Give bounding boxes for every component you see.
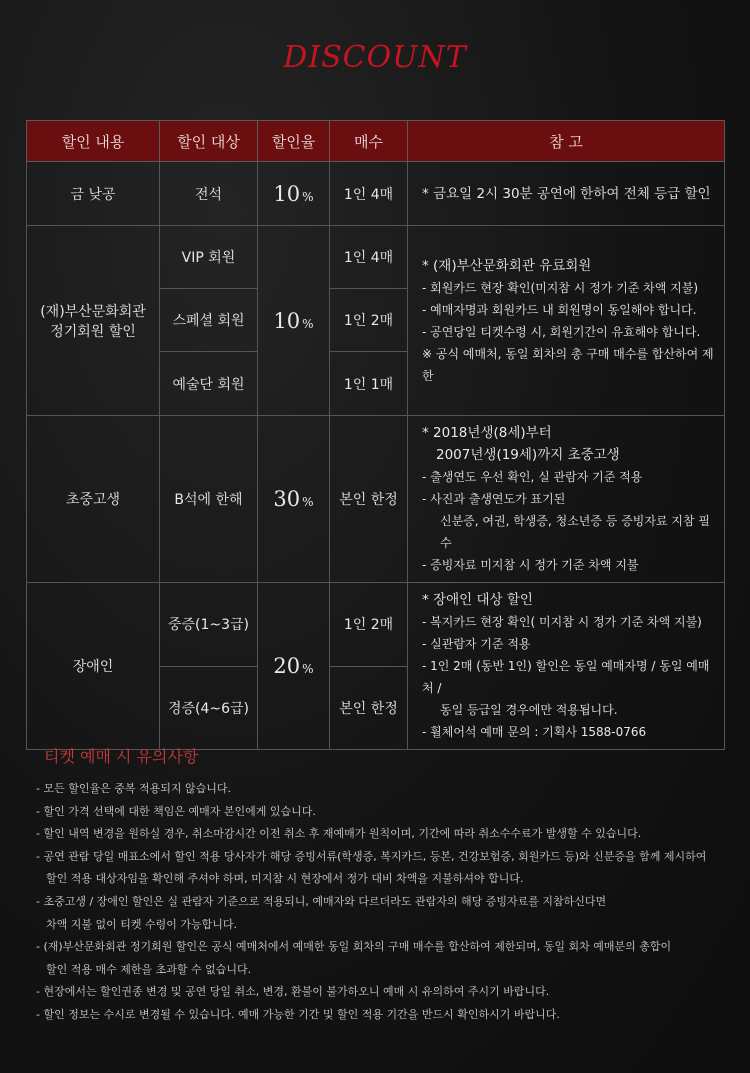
header-content: 할인 내용 — [27, 121, 160, 162]
note-line: - 휠체어석 예매 문의 : 기획사 1588-0766 — [422, 725, 647, 739]
percent-sign: % — [302, 316, 314, 331]
percent-sign: % — [302, 495, 314, 509]
discount-content: 장애인 — [27, 583, 160, 750]
header-note: 참 고 — [408, 121, 725, 162]
discount-table — [26, 120, 725, 750]
ticket-count: 1인 4매 — [330, 162, 408, 226]
note-line: - 복지카드 현장 확인( 미지참 시 정가 기준 차액 지불) — [422, 615, 702, 629]
caution-item: - 모든 할인율은 중복 적용되지 않습니다. — [36, 782, 231, 795]
table-row — [27, 226, 725, 289]
header-rate: 할인율 — [258, 121, 330, 162]
caution-item: - 현장에서는 할인권종 변경 및 공연 당일 취소, 변경, 환불이 불가하오니 예매 시 유의하여 주시기 바랍니다. — [36, 985, 550, 999]
note-cell — [408, 583, 725, 750]
discount-content: 금 낮공 — [27, 162, 160, 226]
caution-item-cont: 할인 적용 대상자임을 확인해 주셔야 하며, 미지참 시 현장에서 정가 대비 차액을 지불하셔야 합니다. — [46, 872, 524, 886]
discount-target: 중증(1~3급) — [160, 583, 258, 667]
note-lead: 2007년생(19세)까지 초중고생 — [436, 447, 620, 463]
content-line: 정기회원 할인 — [50, 323, 136, 340]
ticket-count: 1인 2매 — [330, 289, 408, 352]
note-lead: * (재)부산문화회관 유료회원 — [422, 257, 592, 274]
discount-target: VIP 회원 — [160, 226, 258, 289]
caution-item: - 공연 관람 당일 매표소에서 할인 적용 당사자가 해당 증빙서류(학생증, 복지카드, 등본, 건강보험증, 회원카드 등)와 신분증을 함께 제시하여 — [36, 849, 707, 863]
caution-item: - 할인 가격 선택에 대한 책임은 예매자 본인에게 있습니다. — [36, 804, 316, 818]
discount-rate — [258, 226, 330, 416]
note-extra: ※ 공식 예매처, 동일 회차의 총 구매 매수를 합산하여 제한 — [422, 346, 714, 383]
note-line: 신분증, 여권, 학생증, 청소년증 등 증빙자료 지참 필수 — [440, 514, 710, 550]
note-line: - 공연당일 티켓수령 시, 회원기간이 유효해야 합니다. — [422, 324, 701, 339]
caution-list — [36, 778, 726, 1027]
discount-target: B석에 한해 — [160, 416, 258, 583]
note-line: - 사진과 출생연도가 표기된 — [422, 492, 566, 506]
content-line: (재)부산문화회관 — [40, 303, 146, 320]
note-lead: * 금요일 2시 30분 공연에 한하여 전체 등급 할인 — [422, 185, 711, 202]
note-lead: * 장애인 대상 할인 — [422, 592, 533, 608]
note-lead: * 2018년생(8세)부터 — [422, 425, 552, 441]
discount-target: 스페셜 회원 — [160, 289, 258, 352]
caution-item-cont: 차액 지불 없이 티켓 수령이 가능합니다. — [46, 917, 237, 931]
ticket-count: 본인 한정 — [330, 416, 408, 583]
percent-sign: % — [302, 189, 314, 204]
discount-rate — [258, 162, 330, 226]
discount-content: 초중고생 — [27, 416, 160, 583]
caution-item-cont: 할인 적용 매수 제한을 초과할 수 없습니다. — [46, 962, 252, 976]
note-cell — [408, 162, 725, 226]
rate-value: 30 — [273, 487, 301, 511]
rate-value: 10 — [273, 181, 301, 206]
ticket-count: 본인 한정 — [330, 666, 408, 750]
note-cell — [408, 226, 725, 416]
header-count: 매수 — [330, 121, 408, 162]
note-line: - 증빙자료 미지참 시 정가 기준 차액 지불 — [422, 558, 639, 572]
caution-title: 티켓 예매 시 유의사항 — [44, 747, 199, 766]
discount-target: 전석 — [160, 162, 258, 226]
ticket-count: 1인 4매 — [330, 226, 408, 289]
table-header-row — [27, 121, 725, 162]
caution-item: - (재)부산문화회관 정기회원 할인은 공식 예매처에서 예매한 동일 회차의 구매 매수를 합산하여 제한되며, 동일 회차 예매분의 총합이 — [36, 940, 672, 954]
note-line: - 예매자명과 회원카드 내 회원명이 동일해야 합니다. — [422, 302, 697, 317]
rate-value: 10 — [273, 308, 301, 333]
page-title: DISCOUNT — [283, 40, 467, 75]
table-row — [27, 583, 725, 667]
caution-item: - 할인 내역 변경을 원하실 경우, 취소마감시간 이전 취소 후 재예매가 원칙이며, 기간에 따라 취소수수료가 발생할 수 있습니다. — [36, 827, 642, 841]
discount-target: 경증(4~6급) — [160, 666, 258, 750]
note-line: - 실관람자 기준 적용 — [422, 637, 531, 651]
header-target: 할인 대상 — [160, 121, 258, 162]
table-row — [27, 416, 725, 583]
table-row — [27, 162, 725, 226]
discount-content — [27, 226, 160, 416]
note-cell — [408, 416, 725, 583]
rate-value: 20 — [273, 654, 301, 678]
percent-sign: % — [302, 662, 314, 676]
caution-item: - 초중고생 / 장애인 할인은 실 관람자 기준으로 적용되니, 예매자와 다르더라도 관람자의 해당 증빙자료를 지참하신다면 — [36, 894, 607, 908]
discount-target: 예술단 회원 — [160, 352, 258, 416]
note-line: - 회원카드 현장 확인(미지참 시 정가 기준 차액 지불) — [422, 280, 699, 295]
note-line: - 1인 2매 (동반 1인) 할인은 동일 예매자명 / 동일 예매처 / — [422, 659, 710, 695]
note-line: 동일 등급일 경우에만 적용됩니다. — [440, 703, 618, 717]
discount-rate — [258, 416, 330, 583]
caution-item: - 할인 정보는 수시로 변경될 수 있습니다. 예매 가능한 기간 및 할인 적용 기간을 반드시 확인하시기 바랍니다. — [36, 1007, 560, 1021]
discount-rate — [258, 583, 330, 750]
ticket-count: 1인 1매 — [330, 352, 408, 416]
note-line: - 출생연도 우선 확인, 실 관람자 기준 적용 — [422, 470, 643, 484]
ticket-count: 1인 2매 — [330, 583, 408, 667]
